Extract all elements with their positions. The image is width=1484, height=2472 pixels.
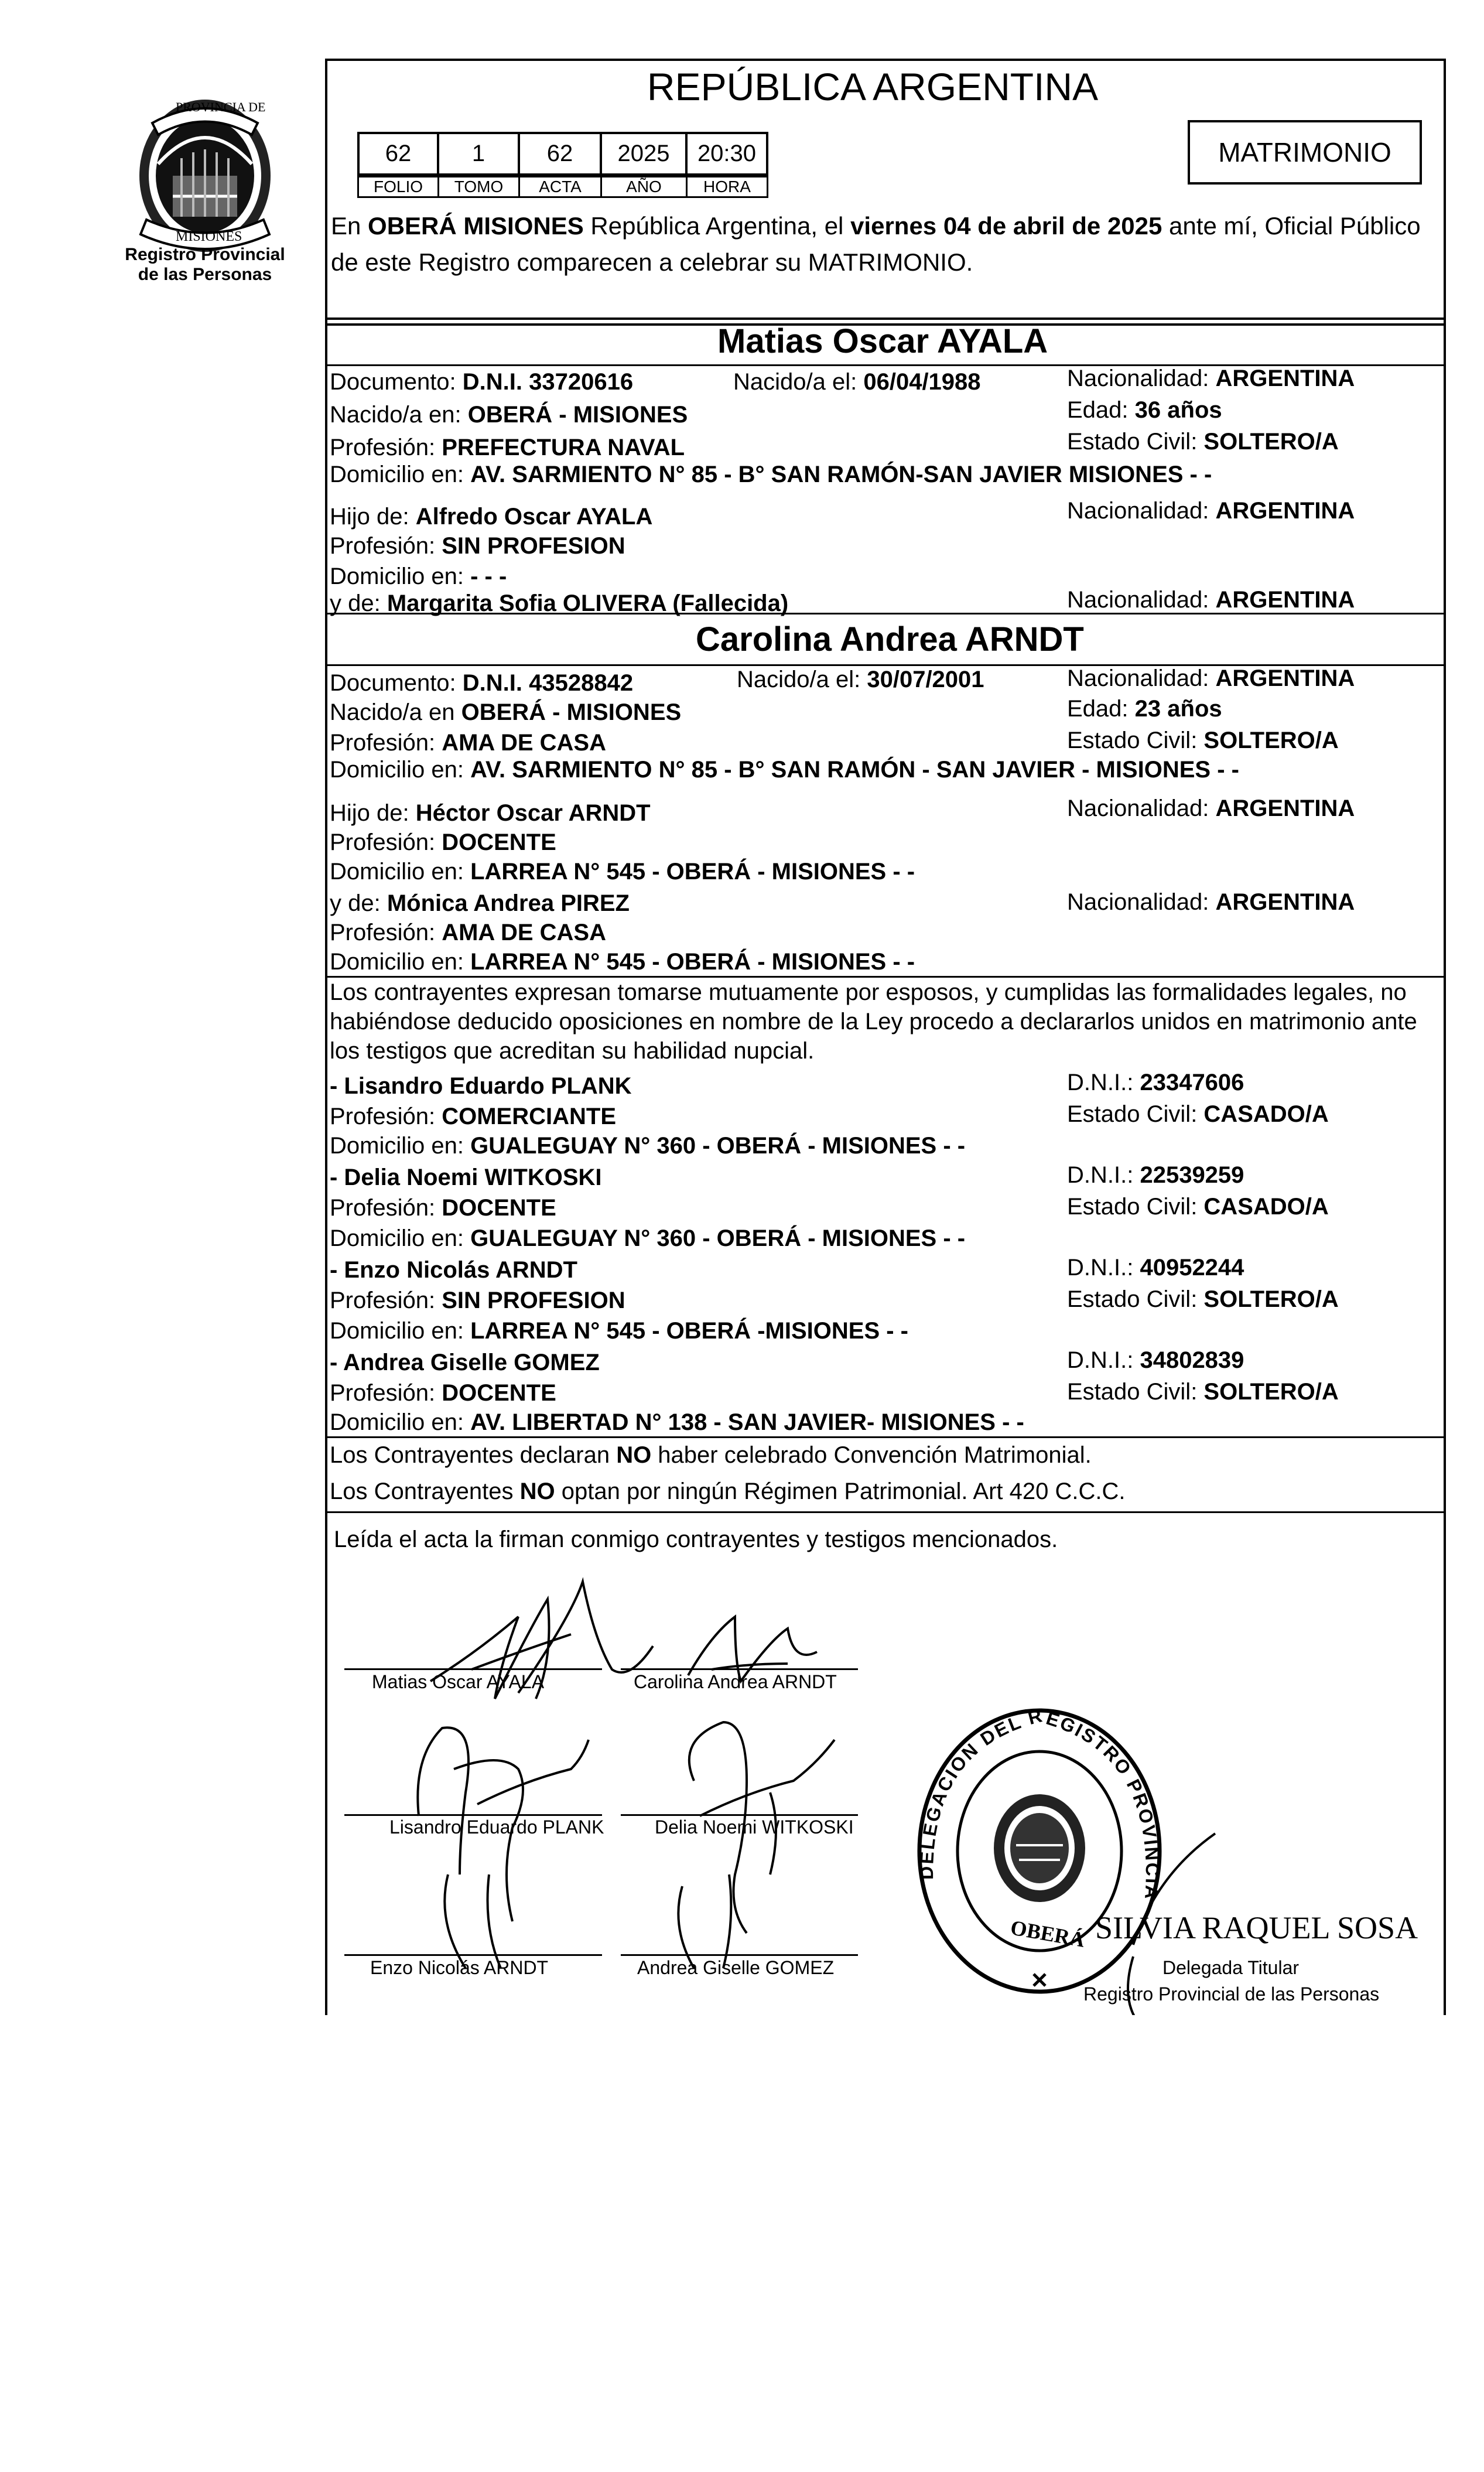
spouse1-father-job-label: Profesión: [330, 533, 442, 559]
spouse1-nat-label: Nacionalidad: [1067, 366, 1216, 391]
witness3-addr-value: LARREA N° 545 - OBERÁ -MISIONES - - [470, 1318, 908, 1344]
witness3-dni-label: D.N.I.: [1067, 1255, 1140, 1281]
witness1-addr [330, 1132, 965, 1160]
spouse1-born-label: Nacido/a el: [733, 369, 864, 395]
spouse2-age [1067, 695, 1222, 723]
divider-5 [325, 976, 1444, 978]
spouse2-birthplace [330, 698, 681, 726]
spouse2-born [737, 665, 984, 694]
witness1-dni [1067, 1068, 1244, 1097]
official-title: Delegada Titular [1162, 1957, 1300, 1978]
witness2-civil [1067, 1193, 1329, 1221]
spouse2-doc [330, 669, 633, 697]
witness4-civil [1067, 1378, 1339, 1406]
witness1-civil [1067, 1100, 1329, 1128]
spouse2-age-value: 23 años [1134, 696, 1222, 722]
witness3-dni [1067, 1254, 1244, 1282]
record-type-box: MATRIMONIO [1188, 120, 1422, 185]
intro-place: OBERÁ MISIONES [368, 212, 584, 240]
spouse1-addr [330, 460, 1212, 489]
divider-3 [325, 613, 1444, 614]
intro-paragraph [331, 208, 1438, 281]
signature-line-spouse2 [621, 1668, 858, 1670]
regime-line2 [330, 1477, 1126, 1505]
regime-l1-a: Los Contrayentes declaran [330, 1442, 617, 1468]
spouse2-mother-value: Mónica Andrea PIREZ [387, 890, 630, 916]
spouse2-father-nat-label: Nacionalidad: [1067, 795, 1216, 821]
spouse2-job-label: Profesión: [330, 730, 442, 756]
spouse2-addr-label: Domicilio en: [330, 757, 471, 783]
intro-prefix: En [331, 212, 368, 240]
spouse2-civil-label: Estado Civil: [1067, 728, 1204, 753]
registry-name-line2: de las Personas [138, 265, 272, 284]
stamp-center-text: OBERÁ [1008, 1916, 1087, 1952]
witness2-civil-label: Estado Civil: [1067, 1194, 1204, 1220]
witness3-job-value: SIN PROFESION [442, 1288, 625, 1313]
signature-label-witness4: Andrea Giselle GOMEZ [637, 1957, 835, 1978]
witness3-civil-value: SOLTERO/A [1203, 1286, 1339, 1312]
witness1-job-label: Profesión: [330, 1104, 442, 1129]
country-title: REPÚBLICA ARGENTINA [647, 65, 1099, 108]
witness2-addr-value: GUALEGUAY N° 360 - OBERÁ - MISIONES - - [470, 1225, 966, 1251]
witness1-dni-value: 23347606 [1140, 1070, 1244, 1095]
witness1-civil-value: CASADO/A [1203, 1101, 1329, 1127]
official-stamp [911, 1705, 1168, 2009]
tomo-label: TOMO [437, 176, 520, 198]
divider-1 [325, 317, 1444, 320]
witness3-dni-value: 40952244 [1140, 1255, 1244, 1281]
hora-label: HORA [686, 176, 768, 198]
spouse1-mother-label: y de: [330, 590, 387, 616]
witness2-addr [330, 1224, 965, 1252]
witness2-addr-label: Domicilio en: [330, 1225, 471, 1251]
spouse1-age [1067, 396, 1222, 424]
signature-line-witness4 [621, 1954, 858, 1956]
spouse1-father-addr-label: Domicilio en: [330, 564, 471, 589]
witness3-job-label: Profesión: [330, 1288, 442, 1313]
ano-value: 2025 [600, 132, 688, 176]
spouse2-addr [330, 756, 1239, 784]
witness4-job-value: DOCENTE [442, 1380, 556, 1406]
spouse2-father-job [330, 828, 556, 856]
witness2-job-value: DOCENTE [442, 1195, 556, 1221]
spouse2-father [330, 799, 651, 827]
witness4-civil-value: SOLTERO/A [1203, 1379, 1339, 1405]
regime-l2-c: optan por ningún Régimen Patrimonial. Art 420 C.C.C. [555, 1479, 1126, 1504]
divider-6 [325, 1436, 1444, 1438]
spouse2-mother-addr [330, 948, 915, 976]
witness1-addr-label: Domicilio en: [330, 1133, 471, 1159]
witness1-job [330, 1102, 616, 1131]
witness4-name: - Andrea Giselle GOMEZ [330, 1350, 600, 1375]
spouse2-nat-label: Nacionalidad: [1067, 665, 1216, 691]
spouse1-civil-value: SOLTERO/A [1203, 429, 1339, 455]
spouse2-doc-label: Documento: [330, 670, 463, 696]
spouse2-father-nat [1067, 794, 1355, 822]
regime-l1-c: haber celebrado Convención Matrimonial. [651, 1442, 1092, 1468]
regime-l2-a: Los Contrayentes [330, 1479, 520, 1504]
spouse1-nat-value: ARGENTINA [1215, 366, 1355, 391]
spouse2-name: Carolina Andrea ARNDT [696, 620, 1084, 658]
hora-value: 20:30 [685, 132, 768, 176]
spouse2-father-label: Hijo de: [330, 800, 416, 826]
witness2-job [330, 1194, 556, 1222]
witness2-dni [1067, 1161, 1244, 1189]
witness4-dni-label: D.N.I.: [1067, 1347, 1140, 1373]
spouse2-civil-value: SOLTERO/A [1203, 728, 1339, 753]
spouse2-birthplace-value: OBERÁ - MISIONES [461, 699, 682, 725]
stamp-ring-text: DELEGACION DEL REGISTRO PROVINCIA [916, 1705, 1163, 1901]
spouse2-father-job-value: DOCENTE [442, 829, 556, 855]
spouse2-mother-addr-value: LARREA N° 545 - OBERÁ - MISIONES - - [470, 949, 915, 975]
spouse1-father-nat-value: ARGENTINA [1215, 498, 1355, 524]
witness2-civil-value: CASADO/A [1203, 1194, 1329, 1220]
spouse2-birthplace-label: Nacido/a en [330, 699, 461, 725]
witness3-name: - Enzo Nicolás ARNDT [330, 1257, 577, 1283]
spouse2-born-value: 30/07/2001 [867, 667, 984, 692]
witness2-dni-value: 22539259 [1140, 1162, 1244, 1188]
spouse2-job [330, 729, 606, 757]
witness3-addr-label: Domicilio en: [330, 1318, 471, 1344]
official-office: Registro Provincial de las Personas [1083, 1983, 1380, 2005]
regime-l2-no: NO [519, 1479, 555, 1504]
spouse1-father-job-value: SIN PROFESION [442, 533, 625, 559]
spouse2-father-addr-value: LARREA N° 545 - OBERÁ - MISIONES - - [470, 859, 915, 885]
witness2-dni-label: D.N.I.: [1067, 1162, 1140, 1188]
intro-suffix: ante mí, Oficial Público de este Registro comparecen a celebrar su MATRIMONIO. [331, 212, 1421, 276]
spouse1-mother-nat-label: Nacionalidad: [1067, 587, 1216, 613]
witness4-job-label: Profesión: [330, 1380, 442, 1406]
spouse2-mother-job [330, 919, 606, 947]
spouse1-born [733, 368, 981, 396]
spouse2-age-label: Edad: [1067, 696, 1135, 722]
witness3-addr [330, 1317, 908, 1345]
spouse2-born-label: Nacido/a el: [737, 667, 867, 692]
spouse2-mother-nat-value: ARGENTINA [1215, 889, 1355, 915]
spouse1-father-nat [1067, 497, 1355, 525]
intro-date: viernes 04 de abril de 2025 [850, 212, 1162, 240]
spouse1-age-value: 36 años [1134, 397, 1222, 423]
regime-line1 [330, 1441, 1092, 1469]
spouse2-mother-label: y de: [330, 890, 387, 916]
registry-name-line1: Registro Provincial [125, 245, 285, 264]
intro-mid: República Argentina, el [583, 212, 851, 240]
spouse2-mother-addr-label: Domicilio en: [330, 949, 471, 975]
spouse1-doc-label: Documento: [330, 369, 463, 395]
spouse2-nat [1067, 664, 1355, 692]
spouse1-birthplace-label: Nacido/a en: [330, 402, 468, 428]
witness2-name: - Delia Noemi WITKOSKI [330, 1165, 602, 1190]
folio-label: FOLIO [357, 176, 439, 198]
witness1-addr-value: GUALEGUAY N° 360 - OBERÁ - MISIONES - - [470, 1133, 966, 1159]
spouse1-job [330, 433, 685, 462]
spouse2-job-value: AMA DE CASA [442, 730, 606, 756]
spouse2-doc-value: D.N.I. 43528842 [462, 670, 634, 696]
spouse2-mother-nat [1067, 888, 1355, 916]
spouse2-father-value: Héctor Oscar ARNDT [415, 800, 651, 826]
spouse2-father-job-label: Profesión: [330, 829, 442, 855]
signature-label-witness2: Delia Noemi WITKOSKI [655, 1817, 854, 1838]
witness4-addr-label: Domicilio en: [330, 1409, 471, 1435]
spouse1-addr-value: AV. SARMIENTO N° 85 - B° SAN RAMÓN-SAN JAVIER MISIONES - - [470, 462, 1212, 487]
spouse1-birthplace-value: OBERÁ - MISIONES [467, 402, 688, 428]
spouse1-doc-value: D.N.I. 33720616 [462, 369, 634, 395]
spouse1-mother-nat [1067, 586, 1355, 614]
spouse1-birthplace [330, 401, 688, 429]
witness1-name: - Lisandro Eduardo PLANK [330, 1073, 632, 1099]
witness4-dni [1067, 1346, 1244, 1374]
declaration-line1: Los contrayentes expresan tomarse mutuamente por esposos, y cumplidas las formalidades legales, no [330, 979, 1407, 1005]
spouse1-civil-label: Estado Civil: [1067, 429, 1204, 455]
spouse1-father-value: Alfredo Oscar AYALA [415, 504, 653, 530]
witness2-job-label: Profesión: [330, 1195, 442, 1221]
spouse1-civil [1067, 428, 1339, 456]
official-name: SILVIA RAQUEL SOSA [1095, 1910, 1418, 1945]
spouse1-born-value: 06/04/1988 [863, 369, 981, 395]
frame-top-border [325, 59, 1444, 61]
spouse1-addr-label: Domicilio en: [330, 462, 471, 487]
witness3-job [330, 1286, 625, 1314]
witness1-dni-label: D.N.I.: [1067, 1070, 1140, 1095]
folio-value: 62 [357, 132, 439, 176]
spouse1-father [330, 503, 652, 531]
spouse1-nat [1067, 364, 1355, 392]
witness4-addr-value: AV. LIBERTAD N° 138 - SAN JAVIER- MISIONES - - [470, 1409, 1024, 1435]
spouse2-civil [1067, 726, 1339, 754]
logo-top-text: PROVINCIA DE [176, 100, 266, 114]
spouse1-father-label: Hijo de: [330, 504, 416, 530]
witness1-job-value: COMERCIANTE [442, 1104, 616, 1129]
spouse1-father-job [330, 532, 625, 560]
ano-label: AÑO [600, 176, 688, 198]
spouse1-job-value: PREFECTURA NAVAL [442, 435, 685, 460]
spouse1-mother-nat-value: ARGENTINA [1215, 587, 1355, 613]
spouse2-mother-nat-label: Nacionalidad: [1067, 889, 1216, 915]
spouse1-name: Matias Oscar AYALA [717, 322, 1048, 360]
regime-l1-no: NO [616, 1442, 652, 1468]
logo-bottom-text: MISIONES [176, 229, 242, 244]
witness3-civil [1067, 1285, 1339, 1313]
spouse2-mother [330, 889, 630, 917]
spouse1-father-nat-label: Nacionalidad: [1067, 498, 1216, 524]
spouse2-father-addr [330, 858, 915, 886]
witness4-job [330, 1379, 556, 1407]
spouse1-job-label: Profesión: [330, 435, 442, 460]
registry-name [105, 245, 305, 285]
spouse1-mother-value: Margarita Sofia OLIVERA (Fallecida) [387, 590, 789, 616]
declaration-line2: habiéndose deducido oposiciones en nombre de la Ley procedo a declararlos unidos en matrimonio ante [330, 1009, 1417, 1034]
spouse1-doc [330, 368, 633, 396]
witness3-civil-label: Estado Civil: [1067, 1286, 1204, 1312]
witness4-civil-label: Estado Civil: [1067, 1379, 1204, 1405]
provincial-coat-of-arms [117, 88, 293, 258]
spouse2-nat-value: ARGENTINA [1215, 665, 1355, 691]
witness1-civil-label: Estado Civil: [1067, 1101, 1204, 1127]
signature-label-spouse2: Carolina Andrea ARNDT [634, 1671, 837, 1692]
spouse1-father-addr [330, 562, 507, 590]
acta-value: 62 [518, 132, 602, 176]
acta-label: ACTA [518, 176, 602, 198]
spouse2-addr-value: AV. SARMIENTO N° 85 - B° SAN RAMÓN - SAN JAVIER - MISIONES - - [470, 757, 1239, 783]
signature-label-witness3: Enzo Nicolás ARNDT [370, 1957, 549, 1978]
signature-line-witness3 [344, 1954, 602, 1956]
closing-statement: Leída el acta la firman conmigo contrayentes y testigos mencionados. [334, 1527, 1058, 1552]
signature-label-spouse1: Matias Oscar AYALA [372, 1671, 545, 1692]
witness4-dni-value: 34802839 [1140, 1347, 1244, 1373]
signature-label-witness1: Lisandro Eduardo PLANK [389, 1817, 604, 1838]
spouse1-father-addr-value: - - - [470, 564, 507, 589]
signature-line-spouse1 [344, 1668, 602, 1670]
spouse2-father-addr-label: Domicilio en: [330, 859, 471, 885]
spouse2-father-nat-value: ARGENTINA [1215, 795, 1355, 821]
divider-7 [325, 1511, 1444, 1513]
spouse2-mother-job-value: AMA DE CASA [442, 920, 606, 945]
tomo-value: 1 [437, 132, 520, 176]
spouse2-mother-job-label: Profesión: [330, 920, 442, 945]
witness4-addr [330, 1408, 1024, 1436]
spouse1-age-label: Edad: [1067, 397, 1135, 423]
declaration-line3: los testigos que acreditan su habilidad nupcial. [330, 1038, 815, 1064]
